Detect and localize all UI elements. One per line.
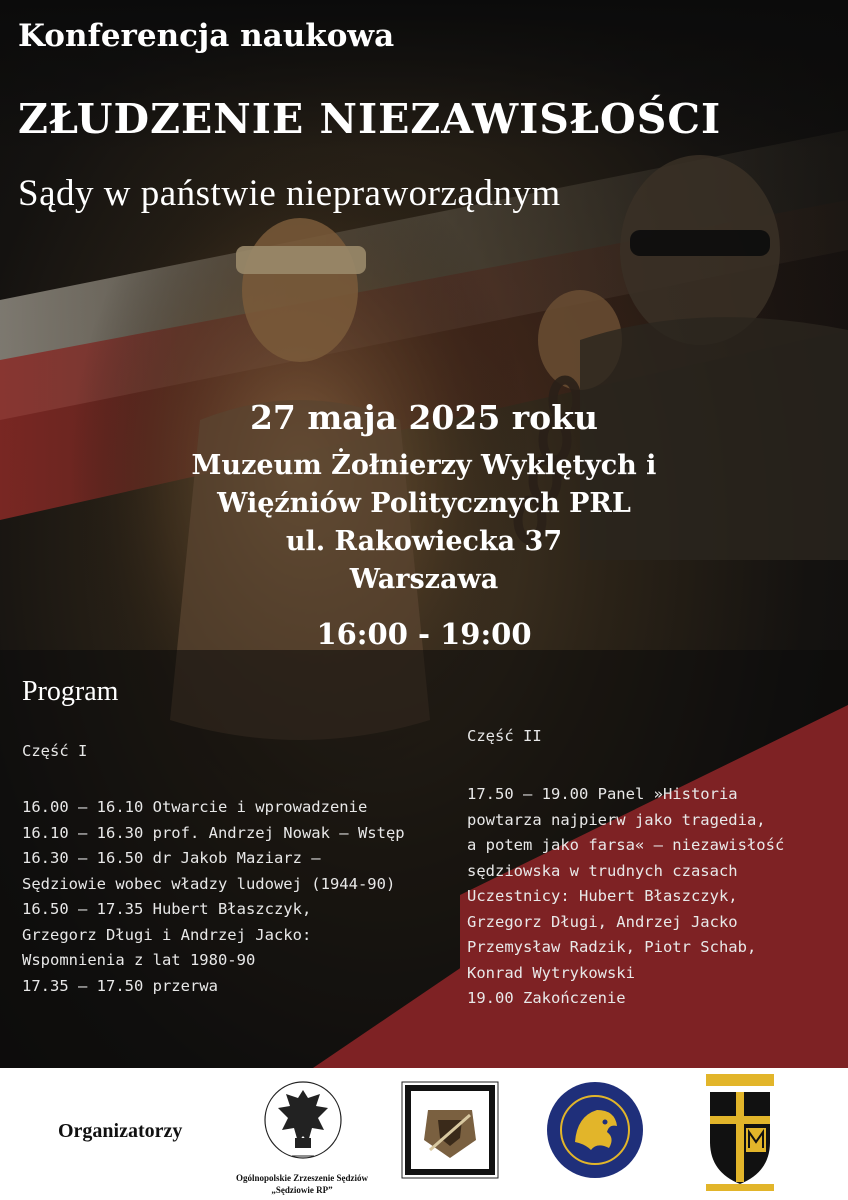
part1-schedule	[22, 795, 405, 999]
schedule-line: 16.00 – 16.10 Otwarcie i wprowadzenie	[22, 798, 368, 816]
event-date: 27 maja 2025 roku	[249, 398, 599, 437]
program-heading: Program	[22, 676, 119, 707]
schedule-line: Wspomnienia z lat 1980-90	[22, 951, 256, 969]
schedule-line: 16.50 – 17.35 Hubert Błaszczyk,	[22, 900, 312, 918]
schedule-line: Sędziowie wobec władzy ludowej (1944-90)	[22, 874, 396, 893]
venue-line: ul. Rakowiecka 37	[285, 526, 563, 557]
schedule-line: Konrad Wytrykowski	[467, 963, 635, 982]
cross-shield-icon	[702, 1072, 778, 1192]
schedule-line: 17.50 – 19.00 Panel »Historia	[467, 785, 738, 803]
organizers-footer	[0, 1068, 848, 1200]
sedziowie-caption: Ogólnopolskie Zrzeszenie Sędziów „Sędziowie RP”	[236, 1173, 368, 1195]
museum-badge-icon	[400, 1080, 500, 1180]
event-venue	[0, 447, 848, 599]
venue-line: Muzeum Żołnierzy Wyklętych i	[191, 450, 657, 481]
conference-subtitle: Sądy w państwie niepraworządnym	[18, 173, 561, 214]
conference-kicker: Konferencja naukowa	[18, 18, 395, 54]
venue-line: Warszawa	[349, 564, 499, 595]
schedule-line: Grzegorz Długi i Andrzej Jacko:	[22, 925, 312, 944]
part2-title: Część II	[467, 727, 542, 745]
schedule-line: 19.00 Zakończenie	[467, 989, 626, 1007]
schedule-line: Grzegorz Długi, Andrzej Jacko	[467, 912, 738, 931]
schedule-line: Uczestnicy: Hubert Błaszczyk,	[467, 887, 738, 905]
schedule-line: sędziowska w trudnych czasach	[467, 861, 738, 880]
schedule-line: 16.30 – 16.50 dr Jakob Maziarz –	[22, 849, 321, 867]
eagle-emblem-icon	[262, 1076, 344, 1170]
schedule-line: Przemysław Radzik, Piotr Schab,	[467, 938, 757, 956]
part2-schedule	[467, 782, 784, 1012]
organizers-label: Organizatorzy	[58, 1120, 183, 1142]
lion-seal-icon	[545, 1080, 645, 1180]
part1-title: Część I	[22, 742, 88, 760]
event-time: 16:00 - 19:00	[316, 617, 532, 651]
conference-title: ZŁUDZENIE NIEZAWISŁOŚCI	[18, 95, 722, 143]
schedule-line: powtarza najpierw jako tragedia,	[467, 810, 766, 829]
venue-line: Więźniów Politycznych PRL	[217, 488, 631, 519]
schedule-line: 17.35 – 17.50 przerwa	[22, 976, 218, 995]
blindfold	[236, 246, 366, 274]
schedule-line: 16.10 – 16.30 prof. Andrzej Nowak – Wstęp	[22, 823, 405, 842]
schedule-line: a potem jako farsa« – niezawisłość	[467, 836, 785, 854]
